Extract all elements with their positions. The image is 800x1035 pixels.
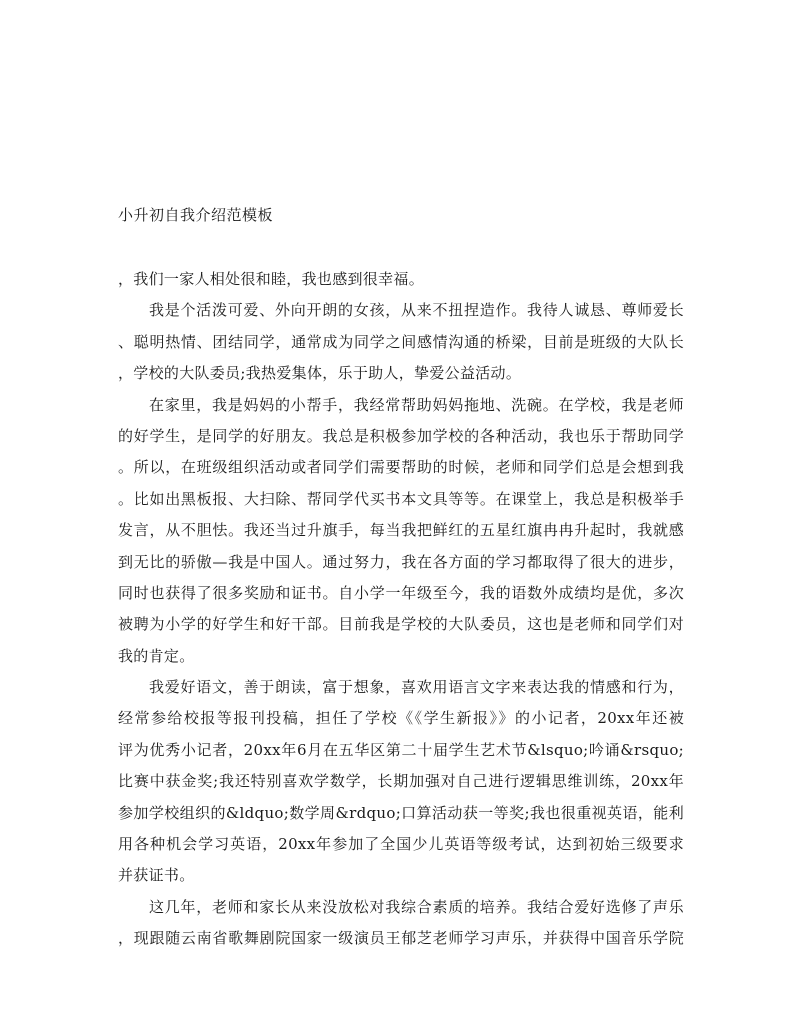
text-line: 的好学生，是同学的好朋友。我总是积极参加学校的各种活动，我也乐于帮助同学: [118, 426, 684, 445]
document-title: 小升初自我介绍范模板: [118, 206, 274, 224]
text-line: 同时也获得了很多奖励和证书。自小学一年级至今，我的语数外成绩均是优，多次: [118, 583, 684, 602]
text-line: 比赛中获金奖;我还特别喜欢学数学，长期加强对自己进行逻辑思维训练，20xx年: [118, 772, 684, 791]
text-line: 评为优秀小记者，20xx年6月在五华区第二十届学生艺术节&lsquo;吟诵&rsquo;: [118, 740, 684, 759]
text-line: 。比如出黑板报、大扫除、帮同学代买书本文具等等。在课堂上，我总是积极举手: [118, 489, 684, 508]
text-line: ，学校的大队委员;我热爱集体，乐于助人，挚爱公益活动。: [118, 364, 522, 383]
text-line: 我爱好语文，善于朗读，富于想象，喜欢用语言文字来表达我的情感和行为，: [149, 678, 684, 697]
text-line: 发言，从不胆怯。我还当过升旗手，每当我把鲜红的五星红旗冉冉升起时，我就感: [118, 521, 684, 540]
text-line: 经常参给校报等报刊投稿，担任了学校《《学生新报》》的小记者，20xx年还被: [118, 709, 684, 728]
text-line: 这几年，老师和家长从来没放松对我综合素质的培养。我结合爱好选修了声乐: [149, 897, 684, 916]
text-line: ，现跟随云南省歌舞剧院国家一级演员王郁芝老师学习声乐，并获得中国音乐学院: [118, 929, 684, 948]
text-line: 。所以，在班级组织活动或者同学们需要帮助的时候，老师和同学们总是会想到我: [118, 458, 684, 477]
text-line: 并获证书。: [118, 866, 195, 885]
document-body: [118, 264, 684, 955]
text-line: 在家里，我是妈妈的小帮手，我经常帮助妈妈拖地、洗碗。在学校，我是老师: [149, 395, 684, 414]
text-line: 我是个活泼可爱、外向开朗的女孩，从来不扭捏造作。我待人诚恳、尊师爱长: [149, 301, 684, 320]
text-line: 我的肯定。: [118, 646, 195, 665]
text-line: 被聘为小学的好学生和好干部。目前我是学校的大队委员，这也是老师和同学们对: [118, 615, 684, 634]
text-line: 参加学校组织的&ldquo;数学周&rdquo;口算活动获一等奖;我也很重视英语，能利: [118, 803, 684, 822]
text-line: 、聪明热情、团结同学，通常成为同学之间感情沟通的桥梁，目前是班级的大队长: [118, 332, 684, 351]
text-line: 到无比的骄傲—我是中国人。通过努力，我在各方面的学习都取得了很大的进步，: [118, 552, 684, 571]
text-line: 用各种机会学习英语，20xx年参加了全国少儿英语等级考试，达到初始三级要求: [118, 835, 684, 854]
text-line: ，我们一家人相处很和睦，我也感到很幸福。: [118, 270, 425, 288]
